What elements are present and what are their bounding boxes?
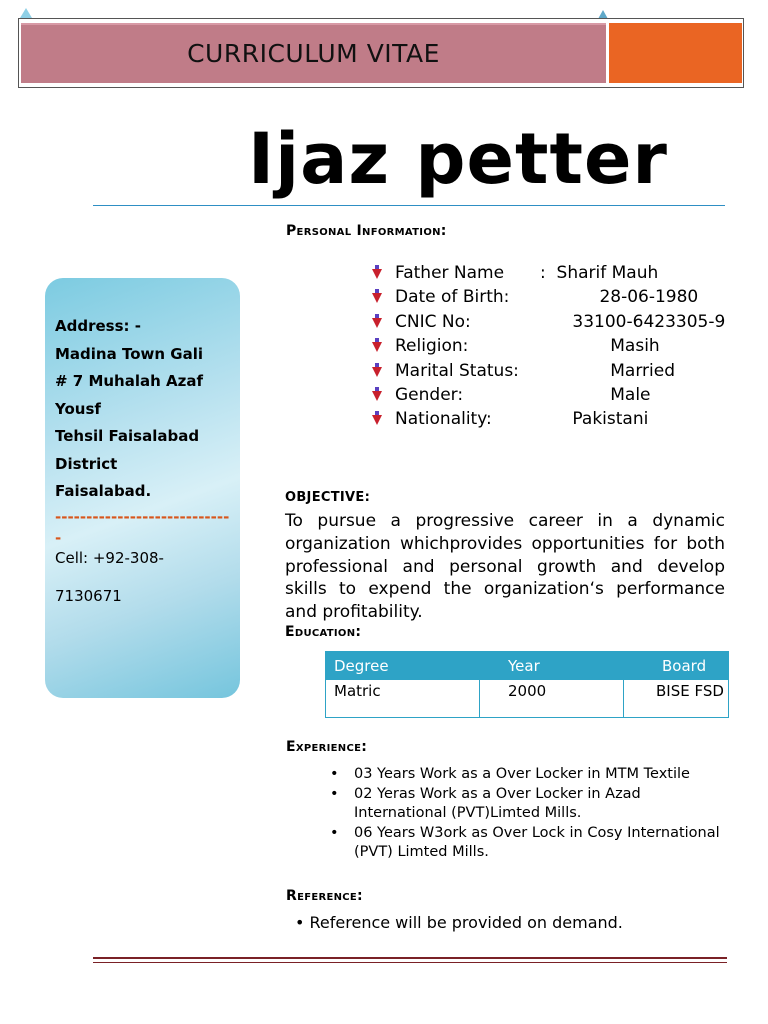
experience-list xyxy=(326,765,736,863)
list-item xyxy=(370,383,730,407)
field-value: Masih xyxy=(540,336,660,357)
separator-dashes: ----------------------------- xyxy=(55,508,230,547)
section-heading-personal: Personal Information: xyxy=(286,223,447,239)
field-value: Married xyxy=(540,360,675,381)
field-value: Pakistani xyxy=(540,409,649,430)
candidate-name: Ijaz petter xyxy=(248,118,668,200)
table-header-row xyxy=(326,652,729,680)
field-value: Male xyxy=(540,385,651,406)
address-line: # 7 Muhalah Azaf xyxy=(55,372,204,390)
arrow-bullet-icon xyxy=(372,318,382,328)
section-heading-reference: Reference: xyxy=(286,888,363,904)
footer-rule xyxy=(93,962,727,963)
address-line: Faisalabad. xyxy=(55,482,152,500)
field-label: Gender: xyxy=(395,385,464,406)
cell-number: 7130671 xyxy=(55,587,122,605)
objective-text: To pursue a progressive career in a dynamic organization whichprovides opportunities for both professional and personal growth and develop skills to expend the organization‘s performance and profitability. xyxy=(285,511,725,623)
field-label: CNIC No: xyxy=(395,311,471,332)
list-item xyxy=(370,359,730,383)
field-value: : Sharif Mauh xyxy=(540,263,659,283)
field-label: Religion: xyxy=(395,336,469,357)
arrow-bullet-icon xyxy=(372,391,382,401)
education-table xyxy=(325,651,729,718)
address-line: Madina Town Gali xyxy=(55,344,203,363)
reference-text: • Reference will be provided on demand. xyxy=(295,913,623,932)
decorative-triangle xyxy=(20,8,32,18)
column-header-degree: Degree xyxy=(326,652,480,680)
section-heading-objective: OBJECTIVE: xyxy=(285,490,371,505)
address-line: Yousf xyxy=(55,399,101,418)
column-header-board: Board xyxy=(624,652,729,680)
table-cell: BISE FSD xyxy=(624,680,729,718)
column-header-year: Year xyxy=(480,652,624,680)
address-line: Address: - xyxy=(55,317,141,335)
field-value: 33100-6423305-9 xyxy=(540,311,726,332)
table-cell: Matric xyxy=(326,680,480,718)
arrow-bullet-icon xyxy=(372,415,382,425)
list-item xyxy=(370,261,730,285)
arrow-bullet-icon xyxy=(372,367,382,377)
list-item xyxy=(370,285,730,309)
list-item: • 06 Years W3ork as Over Lock in Cosy International (PVT) Limted Mills. xyxy=(326,824,736,863)
section-heading-experience: Experience: xyxy=(286,739,368,755)
arrow-bullet-icon xyxy=(372,293,382,303)
address-line: Tehsil Faisalabad xyxy=(55,427,200,445)
list-item xyxy=(370,334,730,358)
field-value: 28-06-1980 xyxy=(540,287,699,308)
address-block xyxy=(55,313,235,506)
list-item xyxy=(370,407,730,431)
section-heading-education: Education: xyxy=(285,624,362,640)
personal-info-list xyxy=(370,261,730,432)
arrow-bullet-icon xyxy=(372,342,382,352)
list-item: • 02 Yeras Work as a Over Locker in Azad International (PVT)Limted Mills. xyxy=(326,785,736,824)
arrow-bullet-icon xyxy=(372,269,382,279)
divider xyxy=(93,205,725,206)
table-row xyxy=(326,680,729,718)
list-item: • 03 Years Work as a Over Locker in MTM Textile xyxy=(326,765,736,785)
header-accent-block xyxy=(609,23,742,83)
field-label: Marital Status: xyxy=(395,360,519,381)
list-item xyxy=(370,310,730,334)
cell-label: Cell: +92-308- xyxy=(55,549,164,567)
address-line: District xyxy=(55,454,118,473)
field-label: Date of Birth: xyxy=(395,287,510,308)
footer-rule xyxy=(93,957,727,959)
field-label: Father Name xyxy=(395,263,505,283)
document-title: CURRICULUM VITAE xyxy=(187,38,440,68)
field-label: Nationality: xyxy=(395,409,492,430)
table-cell: 2000 xyxy=(480,680,624,718)
